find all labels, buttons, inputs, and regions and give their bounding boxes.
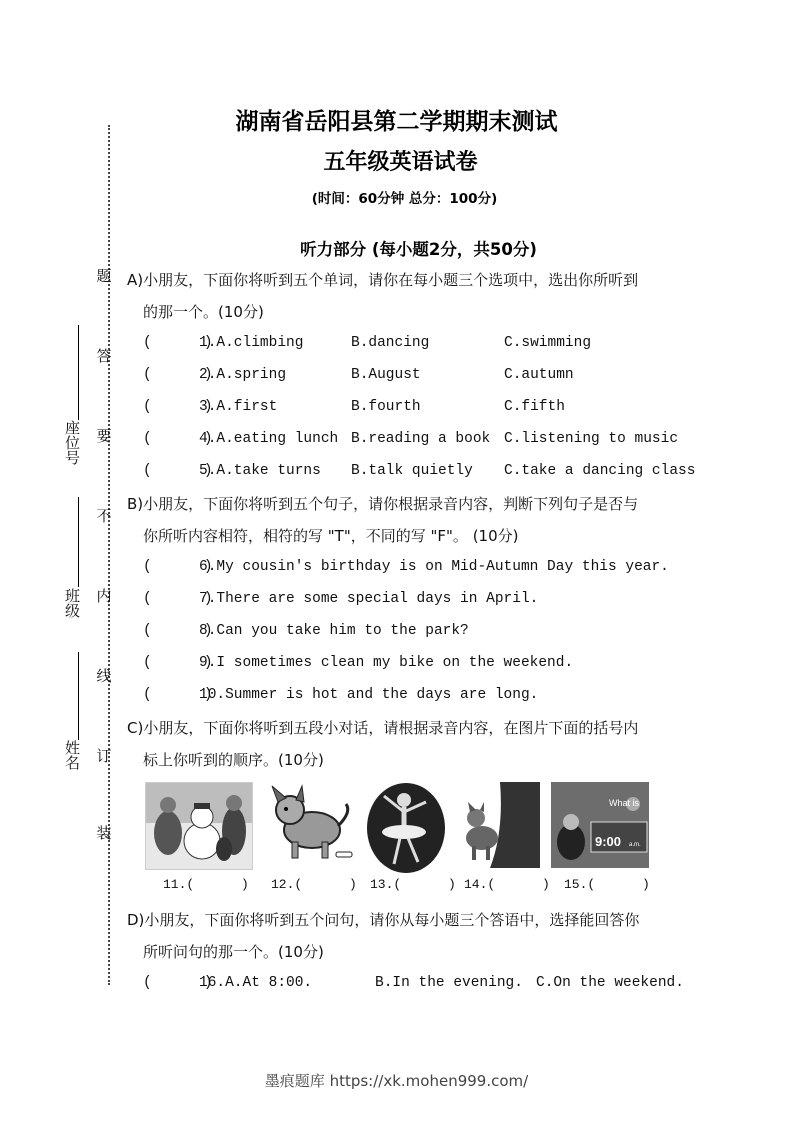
option-b: B.talk quietly — [351, 463, 473, 479]
picture-order-label[interactable]: 14.( ) — [464, 877, 550, 892]
clock-classroom-picture — [551, 782, 649, 868]
seal-char: 装 — [96, 824, 112, 842]
option-a: 3.A.first — [199, 399, 278, 415]
answer-paren[interactable]: ( ) — [143, 463, 213, 479]
part-a-instruction-1: A)小朋友，下面你将听到五个单词，请你在每小题三个选项中，选出你所听到 — [127, 271, 639, 289]
seal-char: 答 — [96, 347, 112, 365]
seat-number-blank[interactable] — [78, 325, 79, 420]
answer-paren[interactable]: ( ) — [143, 367, 213, 383]
name-blank[interactable] — [78, 652, 79, 740]
answer-paren[interactable]: ( ) — [143, 431, 213, 447]
part-b-instruction-2: 你所听内容相符，相符的写 "T"，不同的写 "F"。 (10分) — [143, 527, 519, 545]
statement-text: 8.Can you take him to the park? — [199, 623, 469, 639]
cat-picture — [460, 782, 540, 868]
ballet-dancer-picture — [366, 782, 446, 868]
answer-paren[interactable]: ( ) — [143, 687, 213, 703]
statement-text: 9.I sometimes clean my bike on the weekend. — [199, 655, 574, 671]
exam-subtitle: 五年级英语试卷 — [323, 150, 478, 175]
board-text: What is — [609, 798, 640, 808]
part-d-instruction-1: D)小朋友，下面你将听到五个问句，请你从每小题三个答语中，选择能回答你 — [127, 911, 640, 929]
answer-paren[interactable]: ( ) — [143, 623, 213, 639]
answer-paren[interactable]: ( ) — [143, 559, 213, 575]
seal-char: 要 — [96, 427, 112, 445]
footer-watermark: 墨痕题库 https://xk.mohen999.com/ — [264, 1072, 529, 1090]
dog-picture — [262, 782, 356, 868]
statement-text: 6.My cousin's birthday is on Mid-Autumn Day this year. — [199, 559, 669, 575]
seal-char: 内 — [96, 587, 112, 605]
part-b-instruction-1: B)小朋友，下面你将听到五个句子，请你根据录音内容，判断下列句子是否与 — [127, 495, 639, 513]
option-c: C.listening to music — [504, 431, 679, 447]
picture-order-label[interactable]: 15.( ) — [564, 877, 650, 892]
seal-char: 线 — [96, 667, 112, 685]
statement-text: 7.There are some special days in April. — [199, 591, 539, 607]
class-label: 班级 — [63, 588, 81, 618]
part-d-instruction-2: 所听问句的那一个。(10分) — [143, 943, 324, 961]
answer-paren[interactable]: ( ) — [143, 335, 213, 351]
option-a: 5.A.take turns — [199, 463, 321, 479]
answer-paren[interactable]: ( ) — [143, 975, 213, 991]
binding-dotted-line — [108, 125, 110, 985]
part-c-instruction-2: 标上你听到的顺序。(10分) — [143, 751, 324, 769]
statement-text: 10.Summer is hot and the days are long. — [199, 687, 539, 703]
answer-paren[interactable]: ( ) — [143, 655, 213, 671]
option-b: B.August — [351, 367, 421, 383]
option-b: B.dancing — [351, 335, 430, 351]
exam-info: (时间：60分钟 总分：100分) — [311, 191, 498, 207]
clock-ampm: a.m. — [629, 842, 641, 848]
picture-order-label[interactable]: 11.( ) — [163, 877, 249, 892]
option-b: B.fourth — [351, 399, 421, 415]
part-a-instruction-2: 的那一个。(10分) — [143, 303, 264, 321]
class-blank[interactable] — [78, 497, 79, 587]
clock-time: 9:00 — [595, 834, 622, 849]
picture-order-label[interactable]: 13.( ) — [370, 877, 456, 892]
seal-char: 题 — [96, 267, 112, 285]
option-c: C.take a dancing class — [504, 463, 696, 479]
picture-order-label[interactable]: 12.( ) — [271, 877, 357, 892]
option-a: 4.A.eating lunch — [199, 431, 339, 447]
option-a: 16.A.At 8:00. — [199, 975, 313, 991]
option-a: 1.A.climbing — [199, 335, 304, 351]
section-title: 听力部分 (每小题2分，共50分) — [300, 240, 537, 259]
snowman-picture — [145, 782, 253, 870]
answer-paren[interactable]: ( ) — [143, 591, 213, 607]
exam-title: 湖南省岳阳县第二学期期末测试 — [235, 109, 558, 135]
option-c: C.swimming — [504, 335, 592, 351]
option-c: C.autumn — [504, 367, 574, 383]
option-b: B.reading a book — [351, 431, 491, 447]
seal-char: 不 — [96, 507, 112, 525]
option-c: C.fifth — [504, 399, 565, 415]
name-label: 姓名 — [63, 740, 81, 770]
option-b: B.In the evening. — [375, 975, 523, 991]
seal-char: 订 — [96, 747, 112, 765]
part-c-instruction-1: C)小朋友，下面你将听到五段小对话，请根据录音内容，在图片下面的括号内 — [127, 719, 639, 737]
seat-number-label: 座位号 — [63, 420, 81, 465]
option-c: C.On the weekend. — [536, 975, 684, 991]
option-a: 2.A.spring — [199, 367, 287, 383]
answer-paren[interactable]: ( ) — [143, 399, 213, 415]
